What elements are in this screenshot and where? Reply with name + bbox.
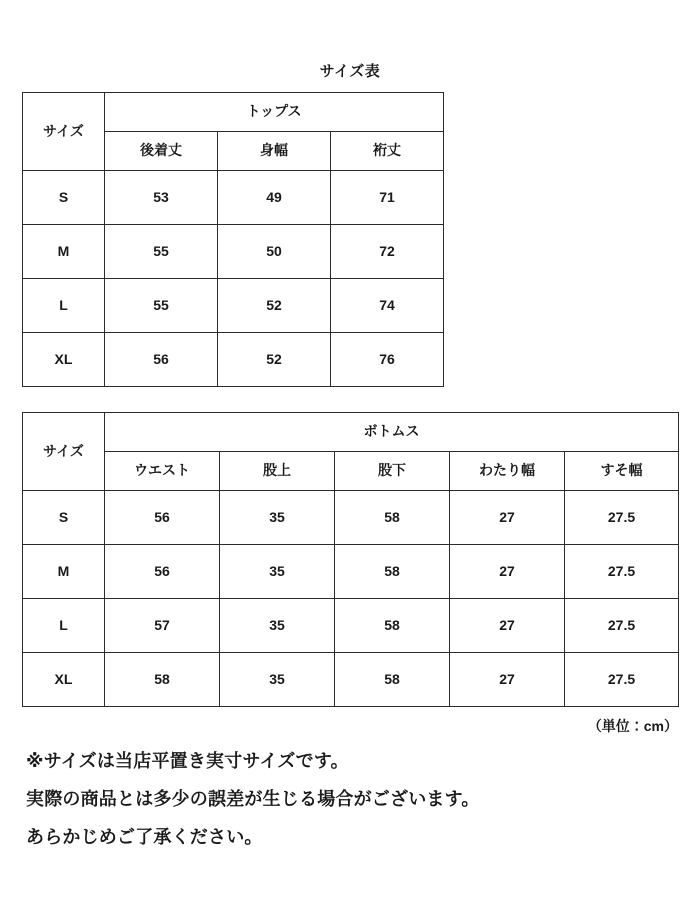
cell-value: 52 [218, 279, 331, 333]
header-column-0: ウエスト [105, 452, 220, 491]
row-size-label: L [23, 279, 105, 333]
cell-value: 27 [450, 653, 565, 707]
cell-value: 35 [220, 599, 335, 653]
cell-value: 56 [105, 333, 218, 387]
row-size-label: XL [23, 333, 105, 387]
header-group-label: ボトムス [105, 413, 679, 452]
table-header-row-columns [23, 452, 679, 491]
cell-value: 27.5 [565, 599, 679, 653]
header-group-label: トップス [105, 93, 444, 132]
cell-value: 58 [335, 599, 450, 653]
row-size-label: S [23, 491, 105, 545]
row-size-label: XL [23, 653, 105, 707]
header-column-2: 裄丈 [331, 132, 444, 171]
table-row [23, 653, 679, 707]
cell-value: 76 [331, 333, 444, 387]
cell-value: 35 [220, 545, 335, 599]
cell-value: 35 [220, 491, 335, 545]
cell-value: 56 [105, 545, 220, 599]
table-row [23, 279, 444, 333]
page-title: サイズ表 [319, 63, 381, 80]
table-row [23, 545, 679, 599]
cell-value: 58 [335, 545, 450, 599]
row-size-label: L [23, 599, 105, 653]
cell-value: 71 [331, 171, 444, 225]
cell-value: 27 [450, 491, 565, 545]
footnotes [26, 752, 676, 866]
table-row [23, 171, 444, 225]
footnote-line-3: あらかじめご了承ください。 [26, 827, 263, 847]
row-size-label: M [23, 225, 105, 279]
table-header-row-group [23, 413, 679, 452]
header-column-4: すそ幅 [565, 452, 679, 491]
table-row [23, 491, 679, 545]
table-row [23, 225, 444, 279]
row-size-label: M [23, 545, 105, 599]
header-size-label: サイズ [23, 413, 105, 491]
bottoms-size-table [22, 412, 679, 707]
cell-value: 35 [220, 653, 335, 707]
header-column-1: 股上 [220, 452, 335, 491]
cell-value: 58 [105, 653, 220, 707]
table-header-row-group [23, 93, 444, 132]
cell-value: 55 [105, 279, 218, 333]
cell-value: 27.5 [565, 491, 679, 545]
cell-value: 27.5 [565, 653, 679, 707]
footnote-line-2: 実際の商品とは多少の誤差が生じる場合がございます。 [26, 789, 480, 809]
tops-size-table [22, 92, 444, 387]
table-row [23, 333, 444, 387]
header-column-0: 後着丈 [105, 132, 218, 171]
header-column-2: 股下 [335, 452, 450, 491]
cell-value: 50 [218, 225, 331, 279]
header-column-1: 身幅 [218, 132, 331, 171]
cell-value: 58 [335, 491, 450, 545]
cell-value: 57 [105, 599, 220, 653]
row-size-label: S [23, 171, 105, 225]
unit-note: （単位：cm） [587, 718, 678, 734]
cell-value: 53 [105, 171, 218, 225]
cell-value: 56 [105, 491, 220, 545]
header-column-3: わたり幅 [450, 452, 565, 491]
cell-value: 55 [105, 225, 218, 279]
cell-value: 27 [450, 599, 565, 653]
footnote-line-1: ※サイズは当店平置き実寸サイズです。 [26, 751, 349, 771]
cell-value: 52 [218, 333, 331, 387]
cell-value: 74 [331, 279, 444, 333]
header-size-label: サイズ [23, 93, 105, 171]
cell-value: 49 [218, 171, 331, 225]
cell-value: 27.5 [565, 545, 679, 599]
table-row [23, 599, 679, 653]
cell-value: 72 [331, 225, 444, 279]
cell-value: 27 [450, 545, 565, 599]
cell-value: 58 [335, 653, 450, 707]
